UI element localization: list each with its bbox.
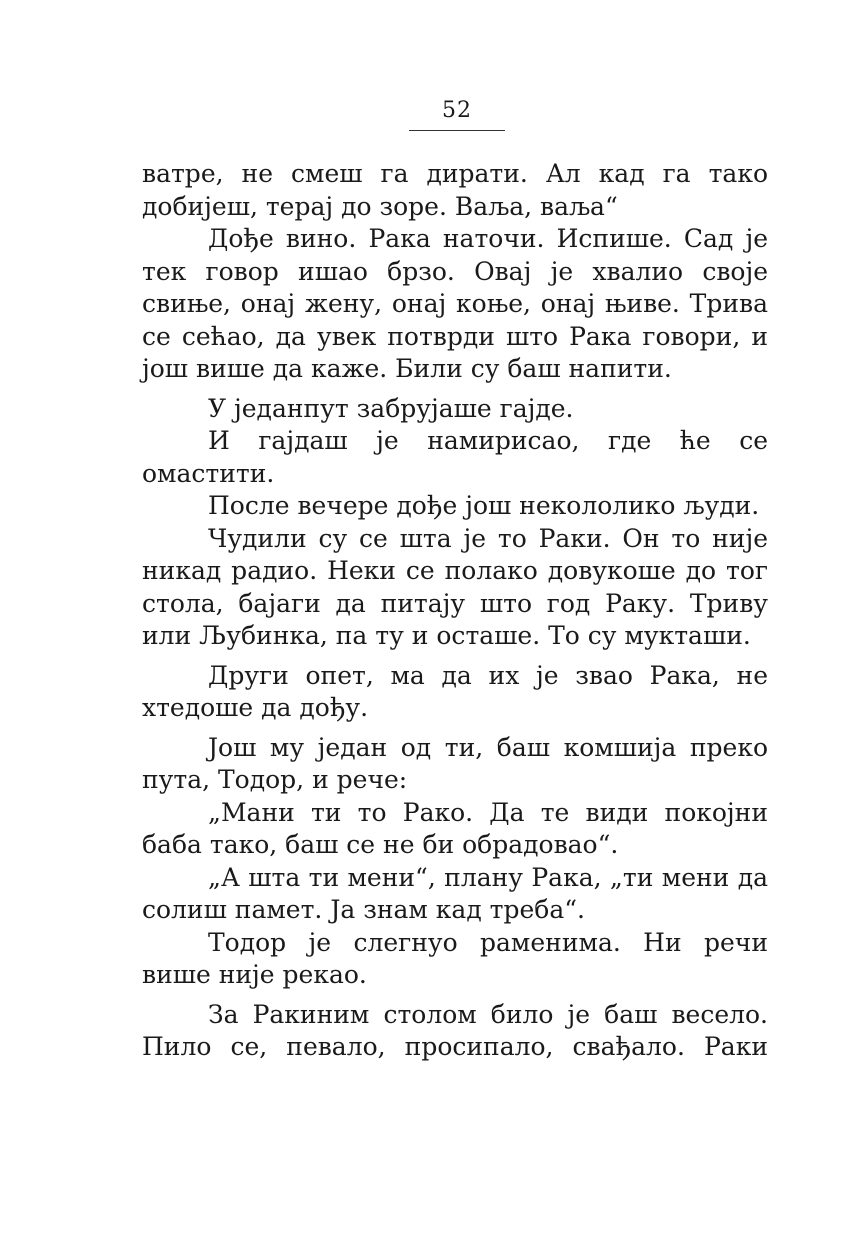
page-number: 52: [442, 98, 472, 123]
paragraph-1: ватре, не смеш га дирати. Ал кад га тако добијеш, терај до зоре. Ваља, ваља“: [142, 159, 768, 221]
paragraph-12: За Ракиним столом било је баш весело. Пило се, певало, просипало, свађало. Раки: [142, 999, 768, 1061]
paragraph-5: После вечере дође још нeкололико људи.: [208, 491, 760, 520]
body-text: [142, 158, 768, 1064]
paragraph-4: И гајдаш је намирисао, где ће се омастити.: [142, 426, 768, 488]
paragraph-10: „А шта ти мени“, плану Рака, „ти мени да солиш памет. Ја знам кад треба“.: [142, 862, 768, 924]
paragraph-8: Још му један од ти, баш комшија преко пута, Тодор, и рече:: [142, 732, 768, 794]
paragraph-6: Чудили су се шта је то Раки. Он то није никад радио. Неки се полако довукоше до тог стола, бајаги да питају што год Раку. Триву или Љубинка, па ту и осташе. То су мукташи.: [142, 523, 768, 650]
paragraph-2: Дође вино. Рака наточи. Испише. Сад је тек говор ишао брзо. Овај је хвалио своје свиње, онај жену, онај коње, онај њиве. Трива се сећао, да увек потврди што Рака говори, и још више да каже. Били су баш напити.: [142, 224, 768, 383]
paragraph-3: У једанпут забрујаше гајде.: [208, 393, 574, 423]
header-rule: [409, 130, 505, 131]
paragraph-11: Тодор је слегнуо раменима. Ни речи више није рекао.: [142, 927, 768, 989]
paragraph-7: Други опет, ма да их је звао Рака, не хтедоше да дођу.: [142, 660, 768, 722]
paragraph-9: „Мани ти то Рако. Да те види покојни баба тако, баш се не би обрадовао“.: [142, 797, 768, 859]
